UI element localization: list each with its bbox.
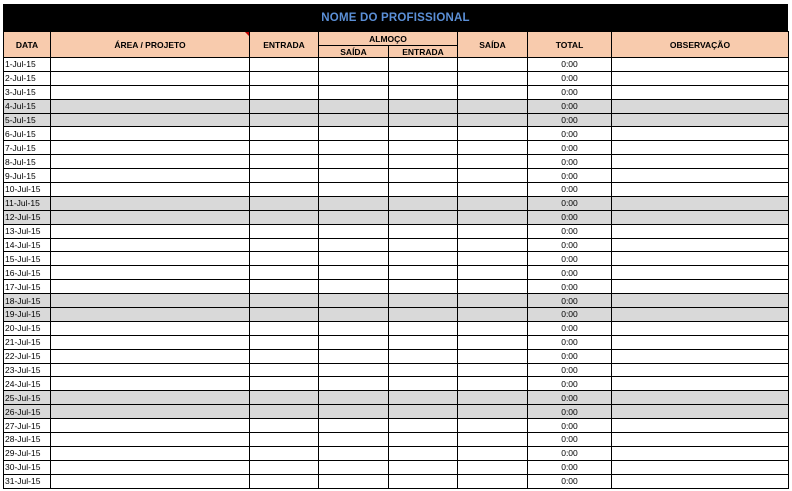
date-cell[interactable]: 19-Jul-15 <box>4 308 51 322</box>
header-total[interactable]: TOTAL <box>528 32 612 58</box>
date-cell[interactable]: 22-Jul-15 <box>4 349 51 363</box>
almoco-entrada-cell[interactable] <box>389 363 458 377</box>
area-projeto-cell[interactable] <box>51 391 250 405</box>
entrada-cell[interactable] <box>250 141 319 155</box>
almoco-entrada-cell[interactable] <box>389 474 458 488</box>
almoco-entrada-cell[interactable] <box>389 349 458 363</box>
saida-cell[interactable] <box>458 183 528 197</box>
almoco-entrada-cell[interactable] <box>389 85 458 99</box>
area-projeto-cell[interactable] <box>51 460 250 474</box>
observacao-cell[interactable] <box>612 460 789 474</box>
area-projeto-cell[interactable] <box>51 419 250 433</box>
observacao-cell[interactable] <box>612 433 789 447</box>
almoco-saida-cell[interactable] <box>319 266 389 280</box>
almoco-saida-cell[interactable] <box>319 446 389 460</box>
almoco-saida-cell[interactable] <box>319 252 389 266</box>
total-cell[interactable]: 0:00 <box>528 391 612 405</box>
header-almoco[interactable]: ALMOÇO <box>319 32 458 46</box>
saida-cell[interactable] <box>458 377 528 391</box>
almoco-entrada-cell[interactable] <box>389 446 458 460</box>
table-row <box>4 405 789 419</box>
almoco-saida-cell[interactable] <box>319 294 389 308</box>
total-cell[interactable]: 0:00 <box>528 238 612 252</box>
entrada-cell[interactable] <box>250 419 319 433</box>
almoco-entrada-cell[interactable] <box>389 419 458 433</box>
almoco-entrada-cell[interactable] <box>389 252 458 266</box>
table-row <box>4 391 789 405</box>
entrada-cell[interactable] <box>250 433 319 447</box>
table-row <box>4 238 789 252</box>
almoco-saida-cell[interactable] <box>319 71 389 85</box>
total-cell[interactable]: 0:00 <box>528 363 612 377</box>
total-cell[interactable]: 0:00 <box>528 294 612 308</box>
date-cell[interactable]: 29-Jul-15 <box>4 446 51 460</box>
header-area-projeto-label: ÁREA / PROJETO <box>114 39 186 50</box>
almoco-entrada-cell[interactable] <box>389 460 458 474</box>
almoco-entrada-cell[interactable] <box>389 224 458 238</box>
date-cell[interactable]: 15-Jul-15 <box>4 252 51 266</box>
date-cell[interactable]: 28-Jul-15 <box>4 433 51 447</box>
table-row <box>4 99 789 113</box>
date-cell[interactable]: 7-Jul-15 <box>4 141 51 155</box>
entrada-cell[interactable] <box>250 113 319 127</box>
almoco-saida-cell[interactable] <box>319 183 389 197</box>
date-cell[interactable]: 25-Jul-15 <box>4 391 51 405</box>
area-projeto-cell[interactable] <box>51 280 250 294</box>
table-row <box>4 127 789 141</box>
entrada-cell[interactable] <box>250 335 319 349</box>
entrada-cell[interactable] <box>250 349 319 363</box>
table-row <box>4 433 789 447</box>
saida-cell[interactable] <box>458 99 528 113</box>
date-cell[interactable]: 23-Jul-15 <box>4 363 51 377</box>
date-cell[interactable]: 16-Jul-15 <box>4 266 51 280</box>
table-row <box>4 58 789 72</box>
total-cell[interactable]: 0:00 <box>528 349 612 363</box>
almoco-saida-cell[interactable] <box>319 280 389 294</box>
observacao-cell[interactable] <box>612 238 789 252</box>
total-cell[interactable]: 0:00 <box>528 446 612 460</box>
header-entrada[interactable]: ENTRADA <box>250 32 319 58</box>
observacao-cell[interactable] <box>612 446 789 460</box>
date-cell[interactable]: 12-Jul-15 <box>4 210 51 224</box>
saida-cell[interactable] <box>458 85 528 99</box>
entrada-cell[interactable] <box>250 460 319 474</box>
date-cell[interactable]: 27-Jul-15 <box>4 419 51 433</box>
area-projeto-cell[interactable] <box>51 210 250 224</box>
saida-cell[interactable] <box>458 460 528 474</box>
total-cell[interactable]: 0:00 <box>528 169 612 183</box>
area-projeto-cell[interactable] <box>51 252 250 266</box>
entrada-cell[interactable] <box>250 474 319 488</box>
area-projeto-cell[interactable] <box>51 349 250 363</box>
table-row <box>4 460 789 474</box>
almoco-saida-cell[interactable] <box>319 405 389 419</box>
almoco-saida-cell[interactable] <box>319 169 389 183</box>
date-cell[interactable]: 30-Jul-15 <box>4 460 51 474</box>
almoco-saida-cell[interactable] <box>319 321 389 335</box>
date-cell[interactable]: 17-Jul-15 <box>4 280 51 294</box>
almoco-entrada-cell[interactable] <box>389 169 458 183</box>
area-projeto-cell[interactable] <box>51 224 250 238</box>
saida-cell[interactable] <box>458 321 528 335</box>
saida-cell[interactable] <box>458 391 528 405</box>
observacao-cell[interactable] <box>612 349 789 363</box>
header-observacao[interactable]: OBSERVAÇÃO <box>612 32 789 58</box>
saida-cell[interactable] <box>458 58 528 72</box>
entrada-cell[interactable] <box>250 210 319 224</box>
observacao-cell[interactable] <box>612 210 789 224</box>
table-row <box>4 294 789 308</box>
observacao-cell[interactable] <box>612 183 789 197</box>
area-projeto-cell[interactable] <box>51 308 250 322</box>
total-cell[interactable]: 0:00 <box>528 335 612 349</box>
saida-cell[interactable] <box>458 294 528 308</box>
table-row <box>4 113 789 127</box>
almoco-saida-cell[interactable] <box>319 85 389 99</box>
area-projeto-cell[interactable] <box>51 196 250 210</box>
date-cell[interactable]: 4-Jul-15 <box>4 99 51 113</box>
almoco-saida-cell[interactable] <box>319 141 389 155</box>
total-cell[interactable]: 0:00 <box>528 183 612 197</box>
almoco-saida-cell[interactable] <box>319 308 389 322</box>
date-cell[interactable]: 9-Jul-15 <box>4 169 51 183</box>
observacao-cell[interactable] <box>612 405 789 419</box>
observacao-cell[interactable] <box>612 196 789 210</box>
almoco-entrada-cell[interactable] <box>389 183 458 197</box>
saida-cell[interactable] <box>458 71 528 85</box>
date-cell[interactable]: 2-Jul-15 <box>4 71 51 85</box>
almoco-saida-cell[interactable] <box>319 113 389 127</box>
entrada-cell[interactable] <box>250 155 319 169</box>
observacao-cell[interactable] <box>612 113 789 127</box>
saida-cell[interactable] <box>458 405 528 419</box>
area-projeto-cell[interactable] <box>51 294 250 308</box>
observacao-cell[interactable] <box>612 335 789 349</box>
saida-cell[interactable] <box>458 308 528 322</box>
date-cell[interactable]: 14-Jul-15 <box>4 238 51 252</box>
almoco-entrada-cell[interactable] <box>389 196 458 210</box>
observacao-cell[interactable] <box>612 99 789 113</box>
total-cell[interactable]: 0:00 <box>528 419 612 433</box>
saida-cell[interactable] <box>458 127 528 141</box>
area-projeto-cell[interactable] <box>51 238 250 252</box>
area-projeto-cell[interactable] <box>51 71 250 85</box>
almoco-entrada-cell[interactable] <box>389 141 458 155</box>
almoco-entrada-cell[interactable] <box>389 238 458 252</box>
area-projeto-cell[interactable] <box>51 169 250 183</box>
almoco-entrada-cell[interactable] <box>389 391 458 405</box>
total-cell[interactable]: 0:00 <box>528 224 612 238</box>
table-row <box>4 85 789 99</box>
entrada-cell[interactable] <box>250 127 319 141</box>
table-row <box>4 446 789 460</box>
observacao-cell[interactable] <box>612 266 789 280</box>
almoco-saida-cell[interactable] <box>319 127 389 141</box>
almoco-saida-cell[interactable] <box>319 419 389 433</box>
header-saida[interactable]: SAÍDA <box>458 32 528 58</box>
area-projeto-cell[interactable] <box>51 405 250 419</box>
almoco-saida-cell[interactable] <box>319 155 389 169</box>
entrada-cell[interactable] <box>250 71 319 85</box>
total-cell[interactable]: 0:00 <box>528 433 612 447</box>
saida-cell[interactable] <box>458 169 528 183</box>
almoco-saida-cell[interactable] <box>319 391 389 405</box>
timesheet-rows <box>4 58 789 489</box>
header-data[interactable]: DATA <box>4 32 51 58</box>
total-cell[interactable]: 0:00 <box>528 127 612 141</box>
comment-indicator-icon[interactable] <box>245 32 249 36</box>
title-bar <box>3 4 788 31</box>
table-row <box>4 335 789 349</box>
area-projeto-cell[interactable] <box>51 321 250 335</box>
observacao-cell[interactable] <box>612 71 789 85</box>
observacao-cell[interactable] <box>612 155 789 169</box>
saida-cell[interactable] <box>458 433 528 447</box>
total-cell[interactable]: 0:00 <box>528 210 612 224</box>
table-row <box>4 308 789 322</box>
area-projeto-cell[interactable] <box>51 85 250 99</box>
entrada-cell[interactable] <box>250 308 319 322</box>
date-cell[interactable]: 18-Jul-15 <box>4 294 51 308</box>
total-cell[interactable]: 0:00 <box>528 113 612 127</box>
saida-cell[interactable] <box>458 280 528 294</box>
timesheet-table <box>3 31 789 489</box>
observacao-cell[interactable] <box>612 141 789 155</box>
table-row <box>4 349 789 363</box>
observacao-cell[interactable] <box>612 321 789 335</box>
almoco-entrada-cell[interactable] <box>389 405 458 419</box>
entrada-cell[interactable] <box>250 321 319 335</box>
saida-cell[interactable] <box>458 419 528 433</box>
observacao-cell[interactable] <box>612 224 789 238</box>
entrada-cell[interactable] <box>250 377 319 391</box>
total-cell[interactable]: 0:00 <box>528 474 612 488</box>
almoco-entrada-cell[interactable] <box>389 321 458 335</box>
entrada-cell[interactable] <box>250 405 319 419</box>
table-row <box>4 141 789 155</box>
almoco-entrada-cell[interactable] <box>389 99 458 113</box>
table-row <box>4 377 789 391</box>
total-cell[interactable]: 0:00 <box>528 460 612 474</box>
entrada-cell[interactable] <box>250 183 319 197</box>
date-cell[interactable]: 31-Jul-15 <box>4 474 51 488</box>
almoco-saida-cell[interactable] <box>319 224 389 238</box>
saida-cell[interactable] <box>458 155 528 169</box>
date-cell[interactable]: 8-Jul-15 <box>4 155 51 169</box>
area-projeto-cell[interactable] <box>51 58 250 72</box>
sheet-title[interactable]: NOME DO PROFISSIONAL <box>321 12 470 24</box>
area-projeto-cell[interactable] <box>51 363 250 377</box>
entrada-cell[interactable] <box>250 446 319 460</box>
saida-cell[interactable] <box>458 266 528 280</box>
date-cell[interactable]: 26-Jul-15 <box>4 405 51 419</box>
observacao-cell[interactable] <box>612 308 789 322</box>
total-cell[interactable]: 0:00 <box>528 280 612 294</box>
table-row <box>4 266 789 280</box>
almoco-entrada-cell[interactable] <box>389 335 458 349</box>
header-area-projeto[interactable] <box>51 32 250 58</box>
total-cell[interactable]: 0:00 <box>528 266 612 280</box>
entrada-cell[interactable] <box>250 196 319 210</box>
area-projeto-cell[interactable] <box>51 141 250 155</box>
date-cell[interactable]: 13-Jul-15 <box>4 224 51 238</box>
table-row <box>4 169 789 183</box>
date-cell[interactable]: 21-Jul-15 <box>4 335 51 349</box>
saida-cell[interactable] <box>458 113 528 127</box>
almoco-entrada-cell[interactable] <box>389 113 458 127</box>
almoco-entrada-cell[interactable] <box>389 210 458 224</box>
table-row <box>4 363 789 377</box>
observacao-cell[interactable] <box>612 169 789 183</box>
table-row <box>4 280 789 294</box>
date-cell[interactable]: 1-Jul-15 <box>4 58 51 72</box>
entrada-cell[interactable] <box>250 391 319 405</box>
area-projeto-cell[interactable] <box>51 474 250 488</box>
total-cell[interactable]: 0:00 <box>528 141 612 155</box>
saida-cell[interactable] <box>458 210 528 224</box>
almoco-entrada-cell[interactable] <box>389 377 458 391</box>
area-projeto-cell[interactable] <box>51 127 250 141</box>
almoco-saida-cell[interactable] <box>319 210 389 224</box>
table-row <box>4 196 789 210</box>
total-cell[interactable]: 0:00 <box>528 71 612 85</box>
entrada-cell[interactable] <box>250 58 319 72</box>
entrada-cell[interactable] <box>250 85 319 99</box>
entrada-cell[interactable] <box>250 99 319 113</box>
total-cell[interactable]: 0:00 <box>528 252 612 266</box>
total-cell[interactable]: 0:00 <box>528 321 612 335</box>
almoco-saida-cell[interactable] <box>319 349 389 363</box>
area-projeto-cell[interactable] <box>51 113 250 127</box>
entrada-cell[interactable] <box>250 363 319 377</box>
table-row <box>4 474 789 488</box>
entrada-cell[interactable] <box>250 224 319 238</box>
area-projeto-cell[interactable] <box>51 446 250 460</box>
saida-cell[interactable] <box>458 474 528 488</box>
saida-cell[interactable] <box>458 446 528 460</box>
almoco-saida-cell[interactable] <box>319 238 389 252</box>
saida-cell[interactable] <box>458 349 528 363</box>
total-cell[interactable]: 0:00 <box>528 196 612 210</box>
total-cell[interactable]: 0:00 <box>528 99 612 113</box>
saida-cell[interactable] <box>458 363 528 377</box>
almoco-entrada-cell[interactable] <box>389 266 458 280</box>
date-cell[interactable]: 20-Jul-15 <box>4 321 51 335</box>
area-projeto-cell[interactable] <box>51 183 250 197</box>
total-cell[interactable]: 0:00 <box>528 377 612 391</box>
observacao-cell[interactable] <box>612 280 789 294</box>
entrada-cell[interactable] <box>250 169 319 183</box>
date-cell[interactable]: 5-Jul-15 <box>4 113 51 127</box>
area-projeto-cell[interactable] <box>51 266 250 280</box>
total-cell[interactable]: 0:00 <box>528 58 612 72</box>
almoco-entrada-cell[interactable] <box>389 155 458 169</box>
area-projeto-cell[interactable] <box>51 377 250 391</box>
saida-cell[interactable] <box>458 224 528 238</box>
header-almoco-saida[interactable]: SAÍDA <box>319 46 389 58</box>
table-row <box>4 155 789 169</box>
saida-cell[interactable] <box>458 196 528 210</box>
observacao-cell[interactable] <box>612 474 789 488</box>
entrada-cell[interactable] <box>250 266 319 280</box>
observacao-cell[interactable] <box>612 127 789 141</box>
entrada-cell[interactable] <box>250 294 319 308</box>
table-row <box>4 419 789 433</box>
almoco-entrada-cell[interactable] <box>389 58 458 72</box>
table-row <box>4 321 789 335</box>
saida-cell[interactable] <box>458 335 528 349</box>
observacao-cell[interactable] <box>612 363 789 377</box>
almoco-entrada-cell[interactable] <box>389 308 458 322</box>
table-row <box>4 224 789 238</box>
almoco-saida-cell[interactable] <box>319 363 389 377</box>
almoco-saida-cell[interactable] <box>319 460 389 474</box>
table-row <box>4 210 789 224</box>
entrada-cell[interactable] <box>250 280 319 294</box>
total-cell[interactable]: 0:00 <box>528 308 612 322</box>
almoco-saida-cell[interactable] <box>319 58 389 72</box>
total-cell[interactable]: 0:00 <box>528 85 612 99</box>
date-cell[interactable]: 3-Jul-15 <box>4 85 51 99</box>
observacao-cell[interactable] <box>612 252 789 266</box>
total-cell[interactable]: 0:00 <box>528 405 612 419</box>
area-projeto-cell[interactable] <box>51 99 250 113</box>
table-row <box>4 71 789 85</box>
observacao-cell[interactable] <box>612 58 789 72</box>
observacao-cell[interactable] <box>612 419 789 433</box>
area-projeto-cell[interactable] <box>51 155 250 169</box>
area-projeto-cell[interactable] <box>51 335 250 349</box>
date-cell[interactable]: 10-Jul-15 <box>4 183 51 197</box>
almoco-entrada-cell[interactable] <box>389 433 458 447</box>
table-row <box>4 183 789 197</box>
observacao-cell[interactable] <box>612 377 789 391</box>
entrada-cell[interactable] <box>250 252 319 266</box>
table-row <box>4 252 789 266</box>
total-cell[interactable]: 0:00 <box>528 155 612 169</box>
observacao-cell[interactable] <box>612 391 789 405</box>
entrada-cell[interactable] <box>250 238 319 252</box>
header-almoco-entrada[interactable]: ENTRADA <box>389 46 458 58</box>
saida-cell[interactable] <box>458 252 528 266</box>
observacao-cell[interactable] <box>612 294 789 308</box>
saida-cell[interactable] <box>458 238 528 252</box>
date-cell[interactable]: 6-Jul-15 <box>4 127 51 141</box>
almoco-entrada-cell[interactable] <box>389 294 458 308</box>
almoco-saida-cell[interactable] <box>319 377 389 391</box>
almoco-saida-cell[interactable] <box>319 433 389 447</box>
almoco-saida-cell[interactable] <box>319 474 389 488</box>
almoco-entrada-cell[interactable] <box>389 280 458 294</box>
almoco-saida-cell[interactable] <box>319 196 389 210</box>
almoco-entrada-cell[interactable] <box>389 71 458 85</box>
almoco-saida-cell[interactable] <box>319 335 389 349</box>
observacao-cell[interactable] <box>612 85 789 99</box>
area-projeto-cell[interactable] <box>51 433 250 447</box>
almoco-saida-cell[interactable] <box>319 99 389 113</box>
date-cell[interactable]: 11-Jul-15 <box>4 196 51 210</box>
almoco-entrada-cell[interactable] <box>389 127 458 141</box>
saida-cell[interactable] <box>458 141 528 155</box>
date-cell[interactable]: 24-Jul-15 <box>4 377 51 391</box>
